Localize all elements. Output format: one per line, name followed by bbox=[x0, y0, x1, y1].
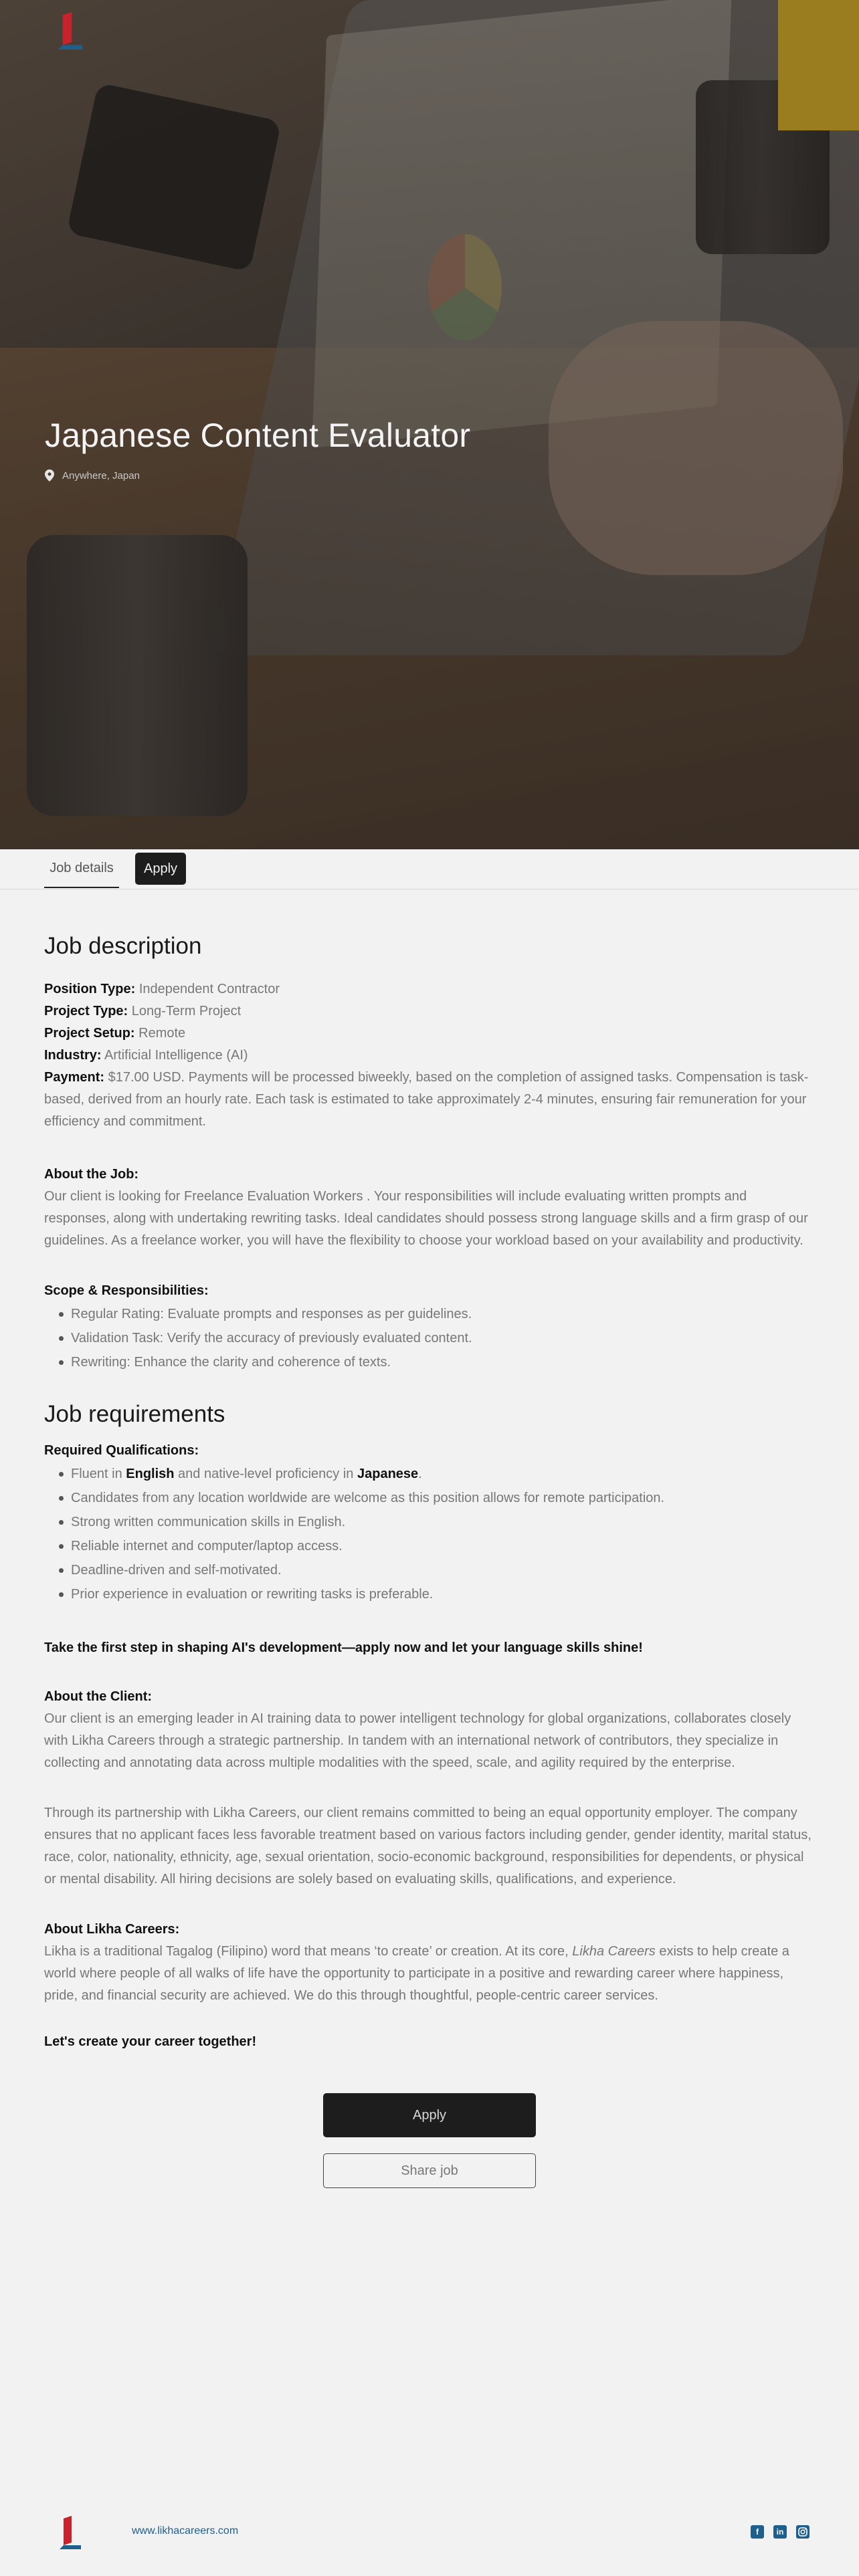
closing-text: Let's create your career together! bbox=[44, 2034, 257, 2049]
field-payment: Payment: $17.00 USD. Payments will be processed biweekly, based on the completion of assigned tasks. Compensation is task-based, derived from an hourly rate. Each task is estimated to take approximately 2-4 minutes, ensuring fair remuneration for your efficiency and commitment. bbox=[44, 1070, 809, 1129]
about-job-heading: About the Job: bbox=[44, 1167, 139, 1182]
job-title: Japanese Content Evaluator bbox=[45, 417, 471, 454]
scope-heading: Scope & Responsibilities: bbox=[44, 1283, 209, 1298]
field-project-type: Project Type: Long-Term Project bbox=[44, 1004, 242, 1018]
field-position-type: Position Type: Independent Contractor bbox=[44, 982, 280, 996]
linkedin-icon[interactable]: in bbox=[773, 2525, 787, 2539]
list-item: Candidates from any location worldwide are welcome as this position allows for remote participation. bbox=[44, 1486, 814, 1510]
likha-logo-icon[interactable] bbox=[54, 12, 87, 49]
scope-list bbox=[44, 1302, 814, 1374]
job-content bbox=[44, 933, 814, 2053]
about-likha-text: Likha is a traditional Tagalog (Filipino) word that means ‘to create’ or creation. At its core, Likha Careers exists to help create a world where people of all walks of life have the opportunity to participate in a positive and rewarding career where happiness, pride, and financial security are achieved. We do this through thoughtful, people-centric career services. bbox=[44, 1944, 789, 2003]
list-item: Rewriting: Enhance the clarity and coherence of texts. bbox=[44, 1350, 814, 1374]
hero-banner bbox=[0, 0, 859, 849]
equal-opportunity-text: Through its partnership with Likha Careers, our client remains committed to being an equal opportunity employer. The company ensures that no applicant faces less favorable treatment based on various factors including gender, gender identity, marital status, race, color, nationality, ethnicity, age, sexual orientation, socio-economic background, responsibilities for dependents, or physical or mental disability. All hiring decisions are solely based on evaluating skills, qualifications, and experience. bbox=[44, 1806, 812, 1887]
list-item: Reliable internet and computer/laptop access. bbox=[44, 1534, 814, 1558]
footer bbox=[0, 2501, 859, 2576]
facebook-icon[interactable]: f bbox=[751, 2525, 764, 2539]
job-requirements-heading: Job requirements bbox=[44, 1401, 225, 1427]
list-item: Deadline-driven and self-motivated. bbox=[44, 1558, 814, 1582]
job-description-heading: Job description bbox=[44, 933, 202, 959]
tab-apply-button[interactable]: Apply bbox=[135, 853, 186, 885]
about-job-text: Our client is looking for Freelance Evaluation Workers . Your responsibilities will include evaluating written prompts and responses, along with undertaking rewriting tasks. Ideal candidates should possess strong language skills and a firm grasp of our guidelines. As a freelance worker, you will have the flexibility to choose your workload based on your availability and productivity. bbox=[44, 1189, 808, 1248]
job-tabs bbox=[0, 849, 859, 889]
job-location-text: Anywhere, Japan bbox=[62, 469, 140, 481]
website-link[interactable]: www.likhacareers.com bbox=[132, 2525, 239, 2537]
about-client-text: Our client is an emerging leader in AI training data to power intelligent technology for global organizations, collaborates closely with Likha Careers through a strategic partnership. In tandem with an international network of contributors, they specialize in collecting and annotating data across multiple modalities with the speed, scale, and agility required by the enterprise. bbox=[44, 1711, 791, 1770]
about-likha-heading: About Likha Careers: bbox=[44, 1922, 180, 1937]
instagram-glyph-icon bbox=[798, 2527, 807, 2537]
qualifications-list bbox=[44, 1462, 814, 1606]
about-client-heading: About the Client: bbox=[44, 1689, 153, 1704]
job-fields bbox=[44, 978, 814, 1133]
list-item: Validation Task: Verify the accuracy of previously evaluated content. bbox=[44, 1326, 814, 1350]
apply-button[interactable]: Apply bbox=[323, 2093, 536, 2137]
list-item: Fluent in English and native-level proficiency in Japanese. bbox=[44, 1462, 814, 1486]
map-pin-icon bbox=[45, 469, 54, 481]
share-job-button[interactable]: Share job bbox=[323, 2153, 536, 2188]
list-item: Regular Rating: Evaluate prompts and responses as per guidelines. bbox=[44, 1302, 814, 1326]
instagram-icon[interactable] bbox=[796, 2525, 809, 2539]
qualifications-heading: Required Qualifications: bbox=[44, 1443, 199, 1458]
list-item: Prior experience in evaluation or rewriting tasks is preferable. bbox=[44, 1582, 814, 1606]
list-item: Strong written communication skills in English. bbox=[44, 1510, 814, 1534]
hero-accent-block bbox=[778, 0, 859, 130]
field-project-setup: Project Setup: Remote bbox=[44, 1026, 186, 1041]
tab-job-details[interactable]: Job details bbox=[44, 849, 119, 888]
likha-footer-logo-icon[interactable] bbox=[57, 2516, 84, 2549]
call-to-action-text: Take the first step in shaping AI's development—apply now and let your language skills shine! bbox=[44, 1640, 643, 1655]
field-industry: Industry: Artificial Intelligence (AI) bbox=[44, 1048, 248, 1063]
job-location bbox=[45, 469, 140, 481]
